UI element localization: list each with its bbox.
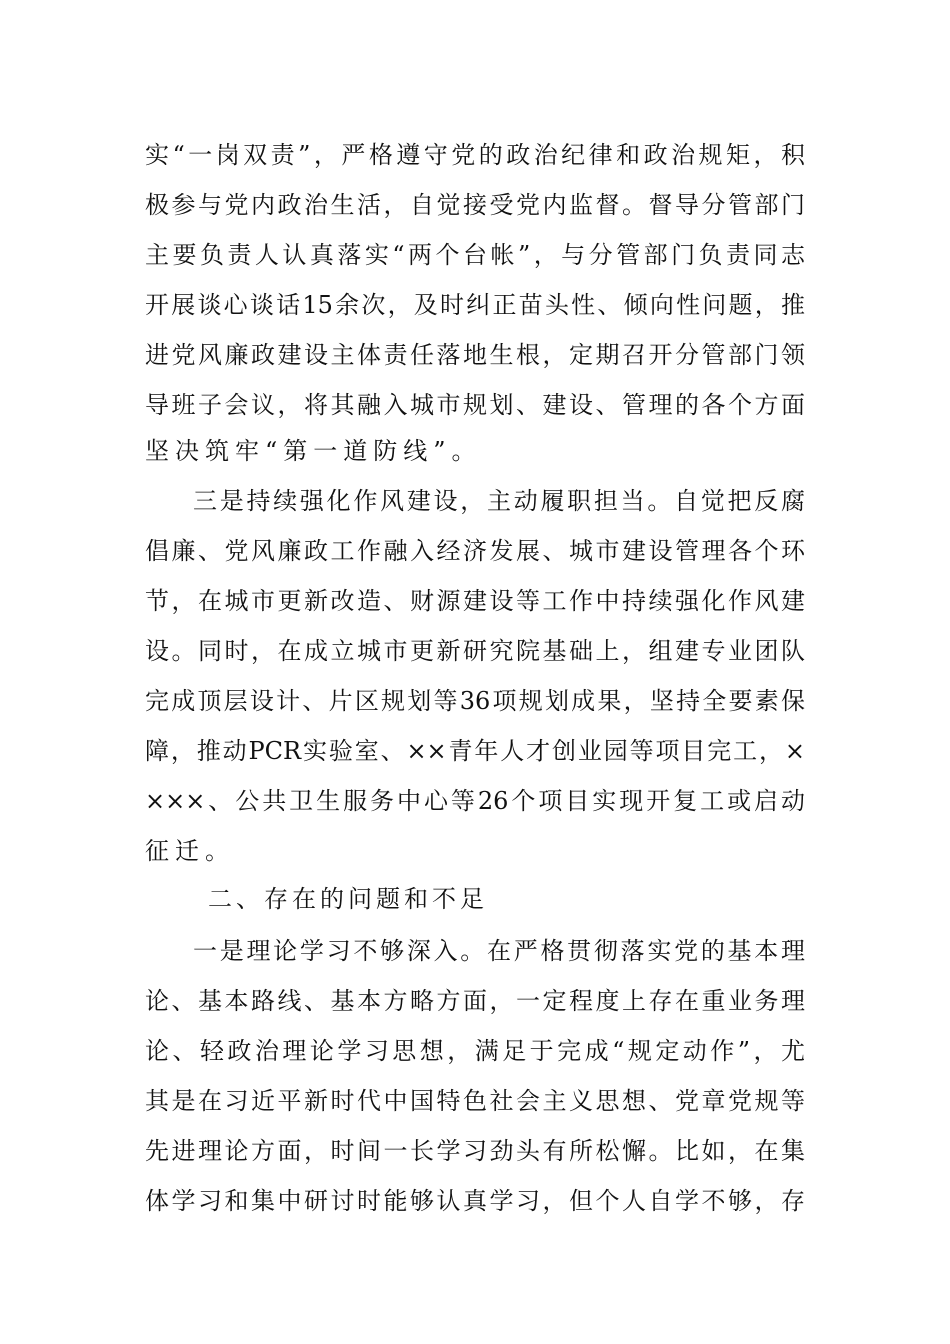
paragraph-line: 开展谈心谈话15余次，及时纠正苗头性、倾向性问题，推: [145, 291, 805, 319]
paragraph-line: 论、基本路线、基本方略方面，一定程度上存在重业务理: [145, 987, 805, 1015]
section-heading: 二、存在的问题和不足: [208, 885, 488, 913]
paragraph-line: 体学习和集中研讨时能够认真学习，但个人自学不够，存: [145, 1187, 805, 1215]
paragraph-line: 倡廉、党风廉政工作融入经济发展、城市建设管理各个环: [145, 537, 805, 565]
paragraph-line: 先进理论方面，时间一长学习劲头有所松懈。比如，在集: [145, 1137, 805, 1165]
paragraph-line: 完成顶层设计、片区规划等36项规划成果，坚持全要素保: [145, 687, 805, 715]
paragraph-first-line: 三是持续强化作风建设，主动履职担当。自觉把反腐: [193, 487, 805, 515]
paragraph-line: 节，在城市更新改造、财源建设等工作中持续强化作风建: [145, 587, 805, 615]
paragraph-first-line: 一是理论学习不够深入。在严格贯彻落实党的基本理: [193, 937, 805, 965]
paragraph-line: 进党风廉政建设主体责任落地生根，定期召开分管部门领: [145, 341, 805, 369]
paragraph-line: 极参与党内政治生活，自觉接受党内监督。督导分管部门: [145, 191, 805, 219]
paragraph-line: 征迁。: [145, 837, 235, 865]
paragraph-line: ×××、公共卫生服务中心等26个项目实现开复工或启动: [145, 787, 805, 815]
paragraph-line: 导班子会议，将其融入城市规划、建设、管理的各个方面: [145, 391, 805, 419]
paragraph-line: 实“一岗双责”，严格遵守党的政治纪律和政治规矩，积: [145, 141, 805, 169]
paragraph-line: 障，推动PCR实验室、××青年人才创业园等项目完工，×: [145, 737, 805, 765]
paragraph-line: 设。同时，在成立城市更新研究院基础上，组建专业团队: [145, 637, 805, 665]
paragraph-line: 论、轻政治理论学习思想，满足于完成“规定动作”，尤: [145, 1037, 805, 1065]
paragraph-line: 其是在习近平新时代中国特色社会主义思想、党章党规等: [145, 1087, 805, 1115]
paragraph-line: 坚决筑牢“第一道防线”。: [145, 437, 482, 465]
paragraph-line: 主要负责人认真落实“两个台帐”，与分管部门负责同志: [145, 241, 805, 269]
